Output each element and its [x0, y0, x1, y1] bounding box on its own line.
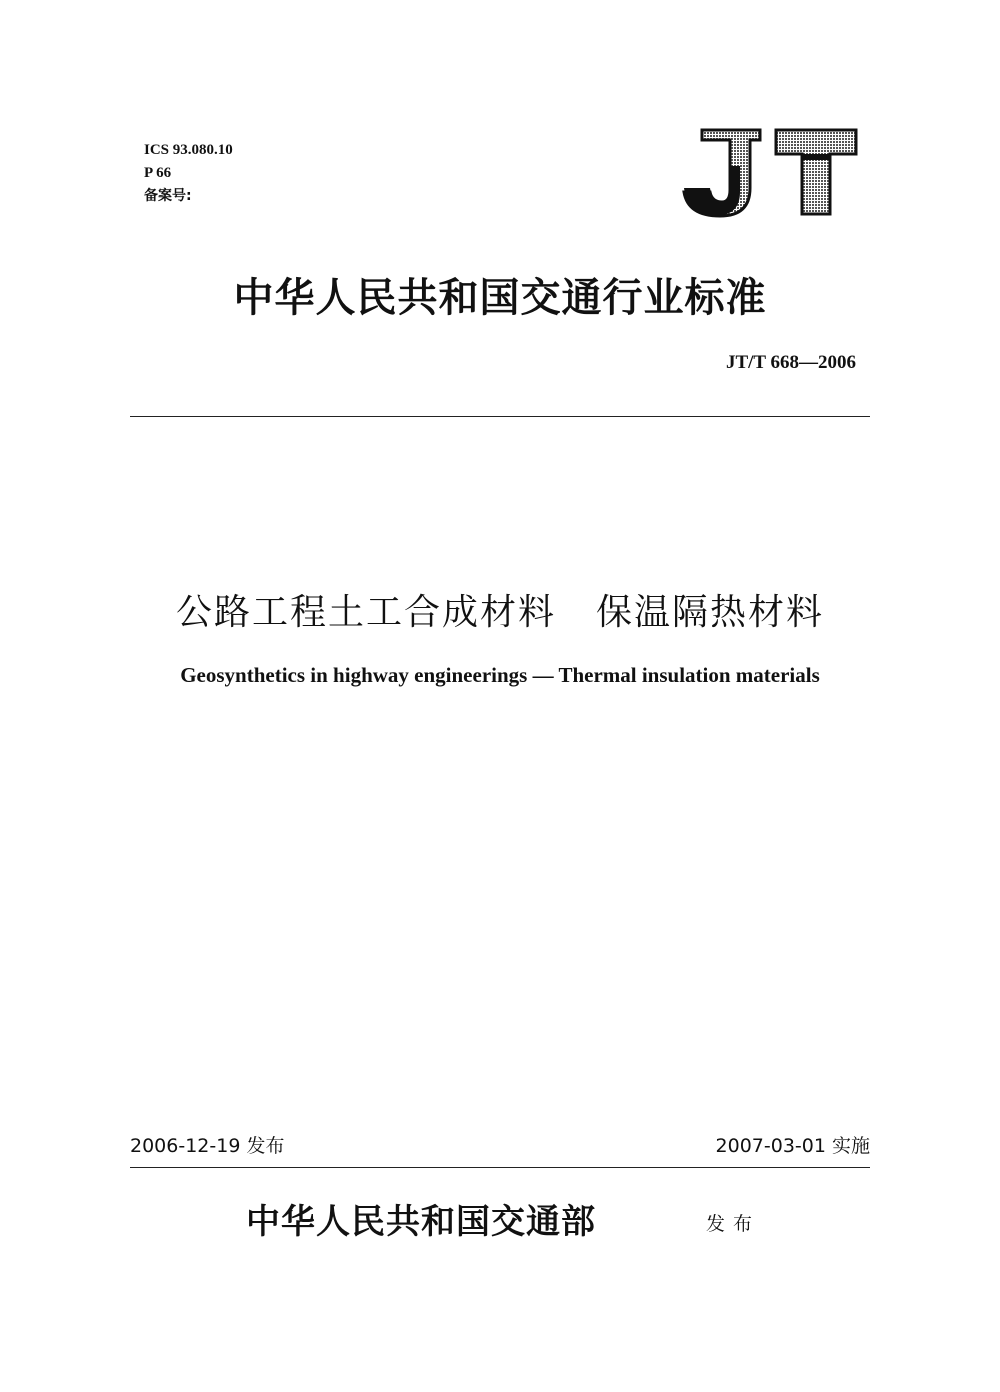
publisher-name: 中华人民共和国交通部 — [246, 1202, 596, 1242]
filing-number-label: 备案号: — [144, 188, 192, 204]
implementation-date: 2007-03-01 实施 — [715, 1135, 870, 1157]
document-title-part2: 保温隔热材料 — [596, 592, 825, 633]
classification-code: P 66 — [144, 165, 172, 181]
standard-category-title: 中华人民共和国交通行业标准 — [233, 274, 767, 321]
document-title — [80, 584, 920, 635]
issue-date: 2006-12-19 发布 — [130, 1135, 285, 1157]
document-english-title: Geosynthetics in highway engineerings — Thermal insulation materials — [180, 663, 820, 687]
classification-block — [144, 139, 233, 208]
ics-code: ICS 93.080.10 — [144, 142, 233, 158]
publish-label: 发布 — [706, 1213, 761, 1235]
jt-standard-logo-icon — [680, 126, 860, 218]
footer-divider — [130, 1167, 870, 1168]
standard-number: JT/T 668—2006 — [725, 352, 856, 373]
document-title-part1: 公路工程土工合成材料 — [175, 592, 556, 633]
header-divider — [130, 416, 870, 417]
